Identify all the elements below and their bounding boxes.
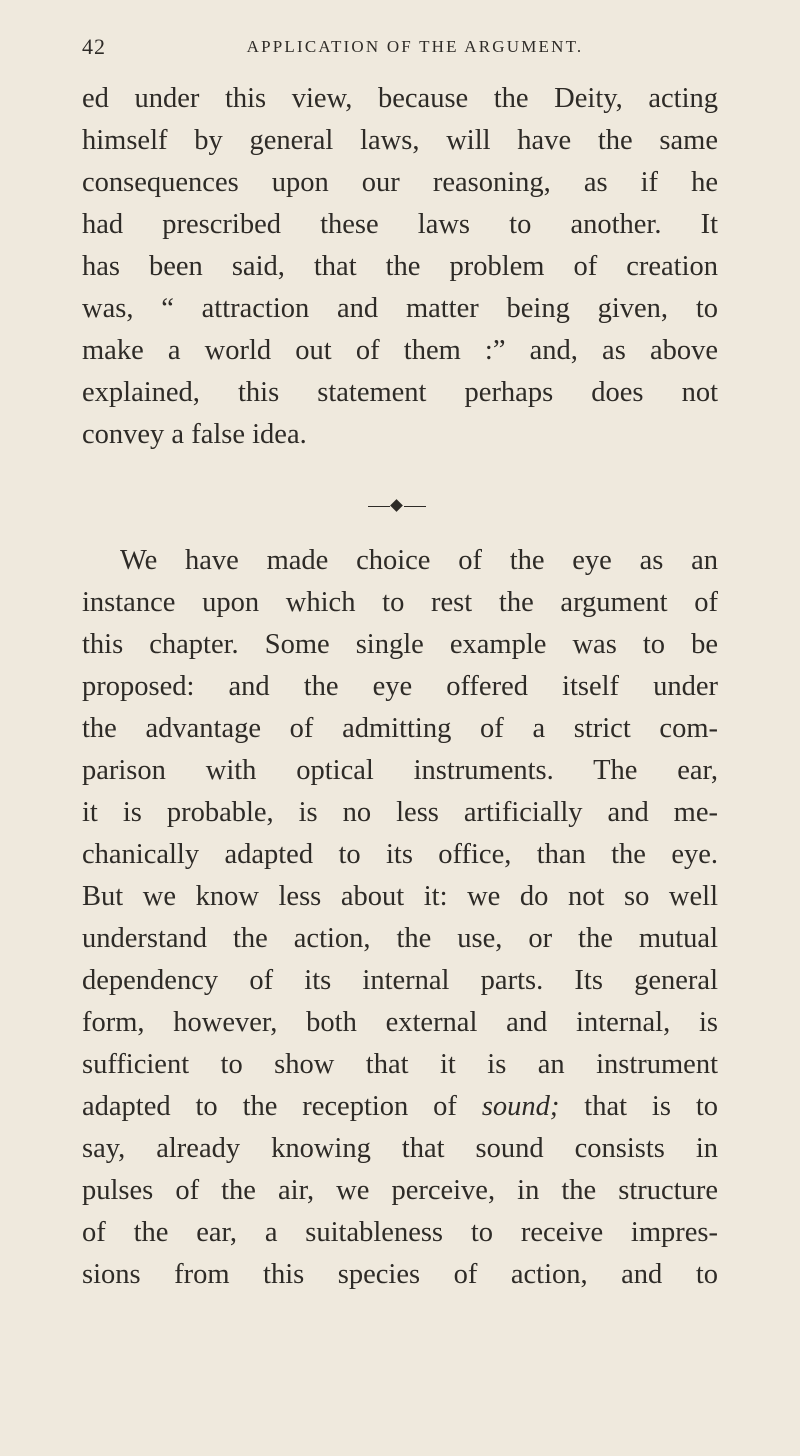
text-line: instance upon which to rest the argument of <box>82 587 718 618</box>
text-line: sions from this species of action, and to <box>82 1259 718 1290</box>
text-line: this chapter. Some single example was to be <box>82 629 718 660</box>
text-line: of the ear, a suitableness to receive impres- <box>82 1217 718 1248</box>
text-line: We have made choice of the eye as an <box>120 545 718 576</box>
text-line: form, however, both external and internal, is <box>82 1007 718 1038</box>
text-run: adapted to the reception of <box>82 1091 482 1122</box>
running-head <box>82 34 708 64</box>
text-line: But we know less about it: we do not so well <box>82 881 718 912</box>
text-line: consequences upon our reasoning, as if he <box>82 167 718 198</box>
text-line: make a world out of them :” and, as above <box>82 335 718 366</box>
text-line: was, “ attraction and matter being given, to <box>82 293 718 324</box>
text-line: convey a false idea. <box>82 419 307 450</box>
text-line: has been said, that the problem of creation <box>82 251 718 282</box>
text-line: dependency of its internal parts. Its general <box>82 965 718 996</box>
text-line: it is probable, is no less artificially and me- <box>82 797 718 828</box>
text-run: that is to <box>559 1091 719 1122</box>
italic-word-sound: sound; <box>481 1091 560 1122</box>
text-line: sufficient to show that it is an instrument <box>82 1049 718 1080</box>
text-line: proposed: and the eye offered itself under <box>82 671 718 702</box>
text-line: say, already knowing that sound consists in <box>82 1133 718 1164</box>
text-line: explained, this statement perhaps does not <box>82 377 718 408</box>
page-number: 42 <box>82 34 106 59</box>
paragraph-eye-and-ear <box>82 540 718 1296</box>
separator-rule-left <box>368 506 390 507</box>
separator-rule-right <box>404 506 426 507</box>
text-line: ed under this view, because the Deity, acting <box>82 83 718 114</box>
text-line: himself by general laws, will have the same <box>82 125 718 156</box>
text-line: the advantage of admitting of a strict com- <box>82 713 718 744</box>
text-line: understand the action, the use, or the mutual <box>82 923 718 954</box>
text-line: had prescribed these laws to another. It <box>82 209 718 240</box>
text-line: chanically adapted to its office, than the eye. <box>82 839 718 870</box>
diamond-icon <box>390 499 403 512</box>
text-line: pulses of the air, we perceive, in the structure <box>82 1175 718 1206</box>
running-title: APPLICATION OF THE ARGUMENT. <box>246 37 584 56</box>
paragraph-creation <box>82 78 718 456</box>
section-separator-ornament <box>368 500 428 514</box>
text-line: parison with optical instruments. The ear, <box>82 755 718 786</box>
text-line <box>82 1086 718 1128</box>
